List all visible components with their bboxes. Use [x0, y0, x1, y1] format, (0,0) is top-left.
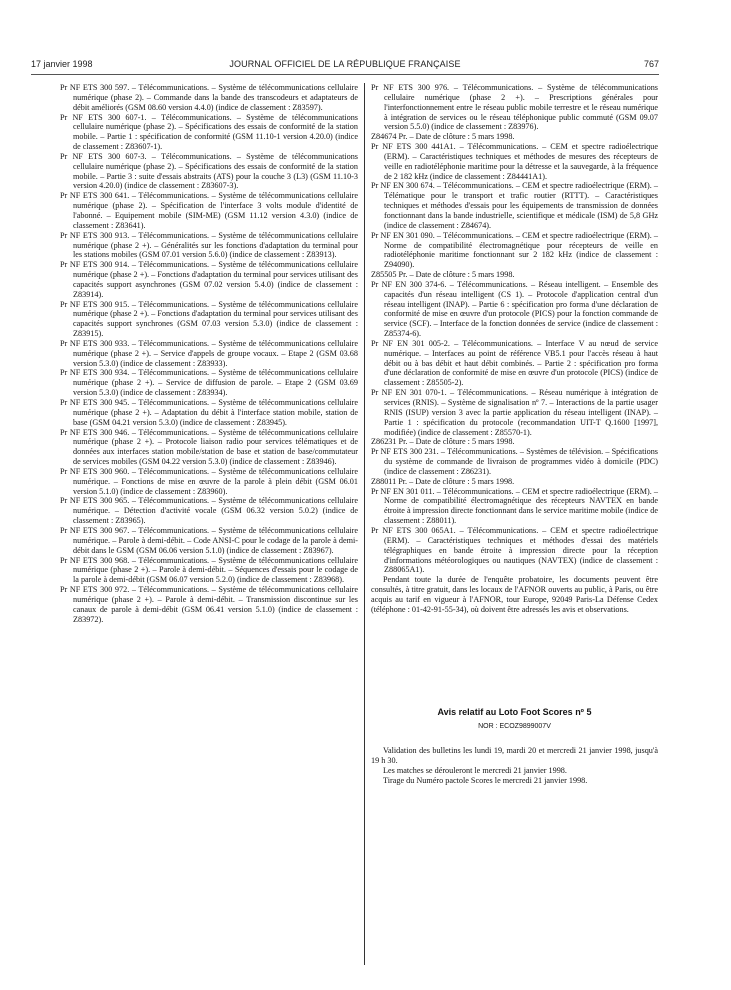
notice-paragraph: Les matches se dérouleront le mercredi 21 janvier 1998. [383, 765, 567, 775]
standard-entry: Pr NF ETS 300 946. – Télécommunications. – Système de télécommunications cellulaire numérique (phase 2 +). – Protocole liaison radio pour services télématiques et de données aux interfaces station mobile/station de base et station de base/commutateur de services mobiles (GSM 04.22 version 5.3.0) (indice de classement : Z83946). [60, 427, 358, 467]
standard-entry: Pr NF EN 301 011. – Télécommunications. – CEM et spectre radioélectrique (ERM). – Norme de compatibilité électromagnétique des récepteurs NAVTEX en bande étroite à impression directe fonctionnant dans le service maritime mobile (indice de classement : Z88011). [371, 486, 658, 526]
standard-entry: Pr NF ETS 300 976. – Télécommunications. – Système de télécommunications cellulaire numérique (phase 2 +). – Prescriptions générales pour l'interfonctionnement entre le réseau public mobile terrestre et le réseau numérique à intégration de services ou le réseau téléphonique public commuté (GSM 09.07 version 5.5.0) (indice de classement : Z83976). [371, 83, 658, 132]
standard-entry: Pr NF ETS 300 607-3. – Télécommunications. – Système de télécommunications cellulaire numérique (phase 2). – Spécifications des essais de conformité de la station mobile. – Partie 3 : suite d'essais abstraits (ATS) pour la couche 3 (L3) (GSM 11.10-3 version 4.20.0) (indice de classement : Z83607-3). [60, 151, 358, 191]
standard-entry: Pr NF ETS 300 968. – Télécommunications. – Système de télécommunications cellulaire numérique (phase 2 +). – Parole à demi-débit. – Séquences d'essais pour le codage de la parole à demi-débit (GSM 06.07 version 5.2.0) (indice de classement : Z83968). [60, 555, 358, 585]
standard-entry: Pr NF ETS 300 065A1. – Télécommunications. – CEM et spectre radioélectrique (ERM). – Caractéristiques techniques et méthodes d'essai des matériels télégraphiques en bande étroite à impression directe pour la réception d'informations météorologiques ou nautiques (NAVTEX) (indice de classement : Z88065A1). [371, 525, 658, 575]
standard-entry: Pr NF ETS 300 967. – Télécommunications. – Système de télécommunications cellulaire numérique. – Parole à demi-débit. – Code ANSI-C pour le codage de la parole à demi-débit dans le GSM (GSM 06.06 version 5.1.0) (indice de classement : Z83967). [60, 525, 358, 555]
closing-date: Z86231 Pr. – Date de clôture : 5 mars 1998. [371, 437, 515, 447]
standard-entry: Pr NF EN 301 090. – Télécommunications. – CEM et spectre radioélectrique (ERM). – Norme de compatibilité électromagnétique pour récepteurs de veille en radiotéléphonie maritime fonctionnant sur 2 182 kHz (indice de classement : Z94090). [371, 230, 658, 270]
issue-date: 17 janvier 1998 [31, 59, 93, 69]
standard-entry: Pr NF ETS 300 231. – Télécommunications. – Systèmes de télévision. – Spécifications du système de commande de livraison de programmes vidéo à domicile (PDC) (indice de classement : Z86231). [371, 447, 658, 476]
notice-nor: NOR : ECOZ9899007V [478, 723, 551, 731]
notice-paragraph: Tirage du Numéro pactole Scores le mercredi 21 janvier 1998. [383, 775, 588, 785]
header-rule [31, 74, 659, 75]
column-divider [364, 83, 365, 965]
page-number: 767 [643, 59, 659, 69]
page-header [31, 0, 659, 69]
standard-entry: Pr NF ETS 300 597. – Télécommunications. – Système de télécommunications cellulaire numérique (phase 2). – Commande dans la bande des transcodeurs et adaptateurs de débit améliorés (GSM 08.60 version 4.4.0) (indice de classement : Z83597). [60, 83, 358, 112]
standard-entry: Pr NF ETS 300 913. – Télécommunications. – Système de télécommunications cellulaire numérique (phase 2 +). – Généralités sur les fonctions d'adaptation du terminal pour les stations mobiles (GSM 07.01 version 5.6.0) (indice de classement : Z83913). [60, 230, 358, 260]
notice-paragraph: Validation des bulletins les lundi 19, mardi 20 et mercredi 21 janvier 1998, jusqu'à 19 h 30. [371, 746, 658, 766]
standard-entry: Pr NF ETS 300 607-1. – Télécommunications. – Système de télécommunications cellulaire numérique (phase 2). – Spécifications des essais de conformité de la station mobile. – Partie 1 : spécification de conformité (GSM 11.10-1 version 4.20.0) (indice de classement : Z83607-1). [60, 112, 358, 152]
standard-entry: Pr NF ETS 300 965. – Télécommunications. – Système de télécommunications cellulaire numérique. – Détection d'activité vocale (GSM 06.32 version 5.0.2) (indice de classement : Z83965). [60, 496, 358, 526]
standard-entry: Pr NF ETS 300 641. – Télécommunications. – Système de télécommunications cellulaire numérique (phase 2). – Spécification de l'interface 3 volts module d'identité de l'abonné. – Equipement mobile (SIM-ME) (GSM 11.12 version 4.3.0) (indice de classement : Z83641). [60, 191, 358, 230]
standard-entry: Pr NF EN 301 070-1. – Télécommunications. – Réseau numérique à intégration de services (RNIS). – Système de signalisation nº 7. – Interactions de la partie usager RNIS (ISUP) version 3 avec la partie application du réseau intelligent (INAP). – Partie 1 : spécification du protocole (recommandation UIT-T Q.1600 [1997], modifiée) (indice de classement : Z85570-1). [371, 388, 658, 437]
left-column [60, 83, 358, 624]
standard-entry: Pr NF EN 300 674. – Télécommunications. – CEM et spectre radioélectrique (ERM). – Télématique pour le transport et trafic routier (RTTT). – Caractéristiques techniques et méthodes d'essais pour les équipements de transmission de données fonctionnant dans la bande industrielle, scientifique et médicale (ISM) de 5,8 GHz (indice de classement : Z84674). [371, 181, 658, 230]
standard-entry: Pr NF ETS 300 933. – Télécommunications. – Système de télécommunications cellulaire numérique (phase 2 +). – Service d'appels de groupe vocaux. – Etape 2 (GSM 03.68 version 5.3.0) (indice de classement : Z83933). [60, 338, 358, 368]
journal-title: JOURNAL OFFICIEL DE LA RÉPUBLIQUE FRANÇAISE [229, 59, 461, 69]
closing-date: Z88011 Pr. – Date de clôture : 5 mars 1998. [371, 476, 515, 486]
standard-entry: Pr NF ETS 300 441A1. – Télécommunications. – CEM et spectre radioélectrique (ERM). – Caractéristiques techniques et méthodes de mesures des récepteurs de veille en radiotéléphonie maritime pour la détresse et la sauvegarde, à la fréquence de 2 182 kHz (indice de classement : Z84441A1). [371, 142, 658, 181]
standard-entry: Pr NF ETS 300 914. – Télécommunications. – Système de télécommunications cellulaire numérique (phase 2 +). – Fonctions d'adaptation du terminal pour services utilisant des capacités support asynchrones (GSM 07.02 version 5.4.0) (indice de classement : Z83914). [60, 260, 358, 299]
standard-entry: Pr NF ETS 300 960. – Télécommunications. – Système de télécommunications cellulaire numérique. – Fonctions de mise en œuvre de la parole à plein débit (GSM 06.01 version 5.1.0) (indice de classement : Z83960). [60, 466, 358, 496]
standard-entry: Pr NF EN 301 005-2. – Télécommunications. – Interface V au nœud de service numérique. – Interfaces au point de référence VB5.1 pour l'accès réseau à haut débit ou à bas débit et haut débit combinés. – Partie 2 : spécification pro forma d'une déclaration de conformité de mise en œuvre d'un protocole (PICS) (indice de classement : Z85505-2). [371, 338, 658, 388]
standard-entry: Pr NF ETS 300 915. – Télécommunications. – Système de télécommunications cellulaire numérique (phase 2 +). – Fonctions d'adaptation du terminal pour services utilisant des capacités support synchrones (GSM 07.03 version 5.3.0) (indice de classement : Z83915). [60, 299, 358, 339]
closing-date: Z84674 Pr. – Date de clôture : 5 mars 1998. [371, 132, 515, 142]
standard-entry: Pr NF ETS 300 945. – Télécommunications. – Système de télécommunications cellulaire numérique (phase 2 +). – Adaptation du débit à l'interface station mobile, station de base (GSM 04.21 version 5.3.0) (indice de classement : Z83945). [60, 398, 358, 427]
standard-entry: Pr NF ETS 300 972. – Télécommunications. – Système de télécommunications cellulaire numérique (phase 2 +). – Parole à demi-débit. – Transmission discontinue sur les canaux de parole à demi-débit (GSM 06.41 version 5.1.0) (indice de classement : Z83972). [60, 585, 358, 624]
closing-date: Z85505 Pr. – Date de clôture : 5 mars 1998. [371, 270, 515, 280]
notice-title: Avis relatif au Loto Foot Scores nº 5 [437, 706, 592, 717]
standard-entry: Pr NF ETS 300 934. – Télécommunications. – Système de télécommunications cellulaire numérique (phase 2 +). – Service de diffusion de parole. – Etape 2 (GSM 03.69 version 5.3.0) (indice de classement : Z83934). [60, 368, 358, 398]
right-column [371, 83, 658, 786]
enquiry-paragraph: Pendant toute la durée de l'enquête probatoire, les documents peuvent être consultés, à titre gratuit, dans les locaux de l'AFNOR ouverts au public, à Paris, ou être acquis au tarif en vigueur à l'AFNOR, tour Europe, 92049 Paris-La Défense Cedex (téléphone : 01-42-91-55-34), où doivent être adressés les avis et observations. [371, 575, 658, 614]
standard-entry: Pr NF EN 300 374-6. – Télécommunications. – Réseau intelligent. – Ensemble des capacités d'un réseau intelligent (CS 1). – Protocole d'application central d'un réseau intelligent (INAP). – Partie 6 : spécification pro forma d'une déclaration de conformité de mise en œuvre d'un protocole (PICS) pour la fonction commande de service (SCF). – Interface de la fonction données de service (indice de classement : Z85374-6). [371, 279, 658, 339]
